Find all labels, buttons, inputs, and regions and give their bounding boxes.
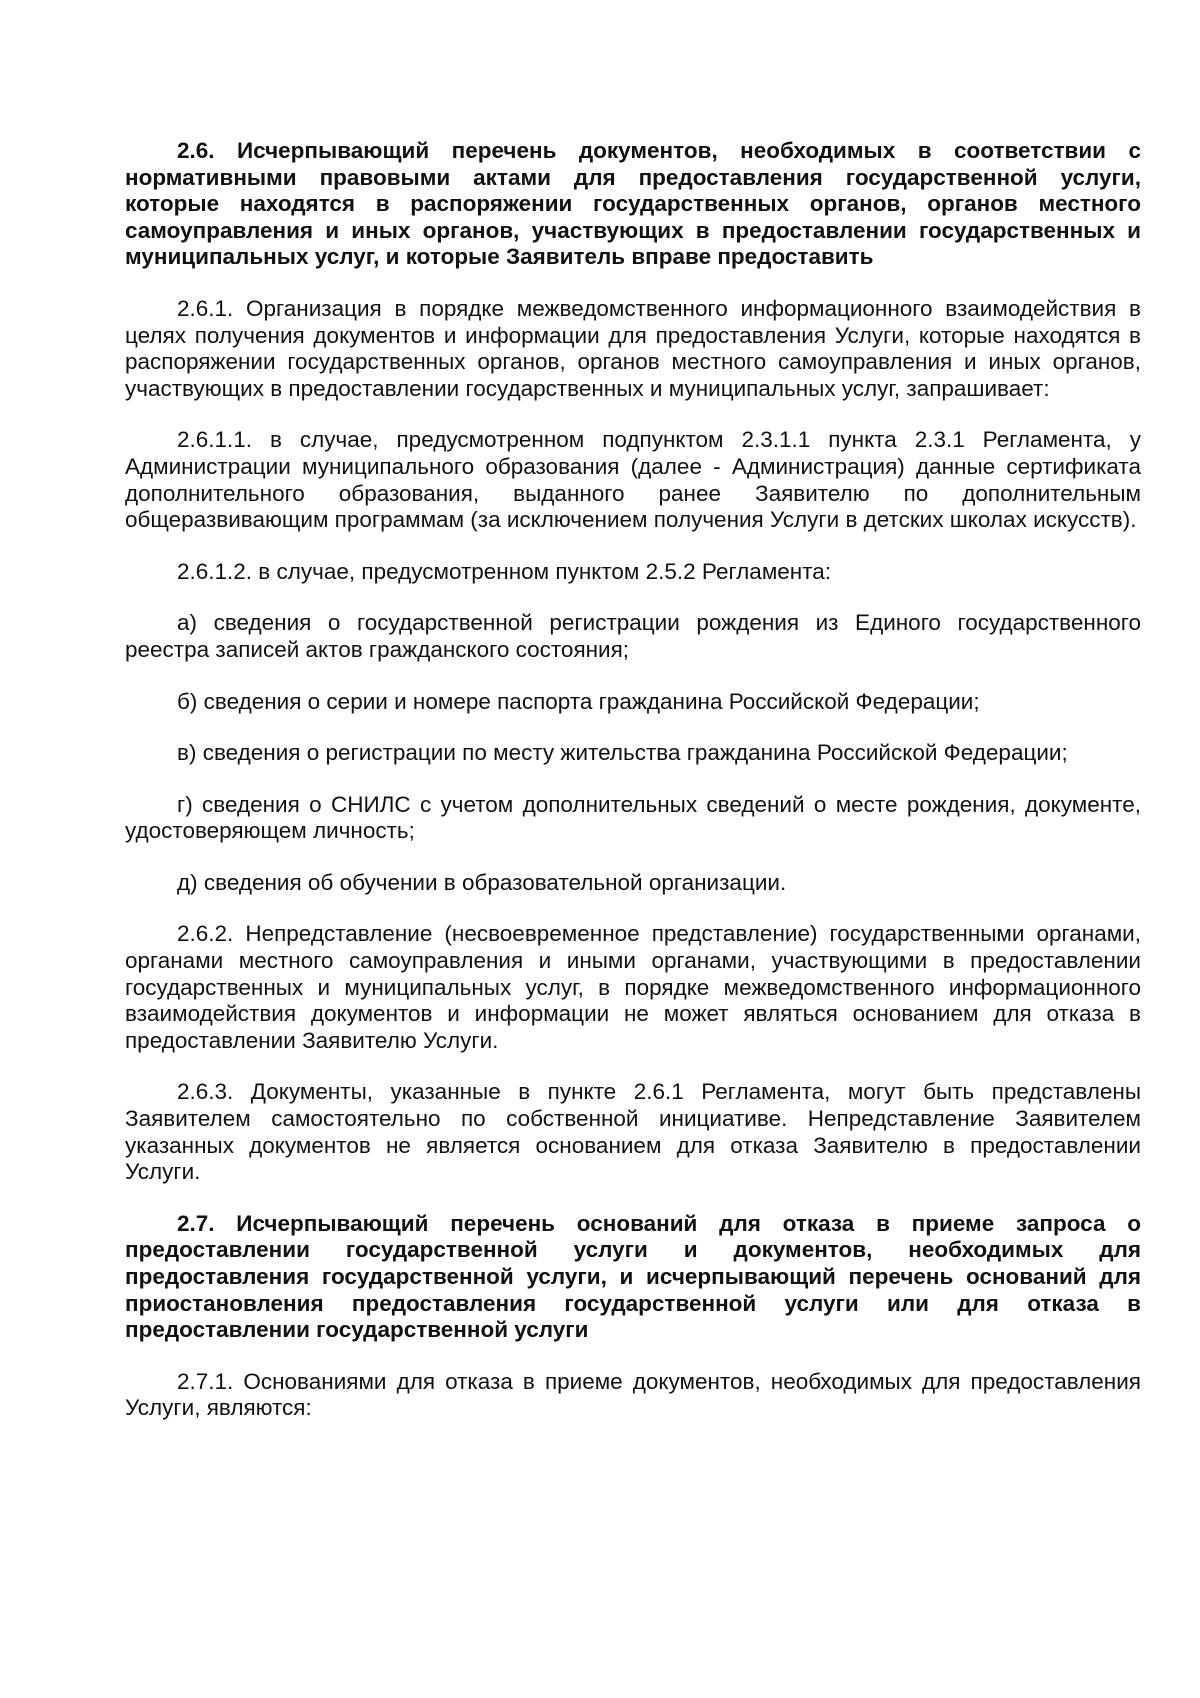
- paragraph-2-6-1: 2.6.1. Организация в порядке межведомственного информационного взаимодействия в целях получения документов и информации для предоставления Услуги, которые находятся в распоряжении государственных органов, органов местного самоуправления и иных органов, участвующих в предоставлении государственных и муниципальных услуг, запрашивает:: [125, 295, 1141, 401]
- paragraph-2-6-3: 2.6.3. Документы, указанные в пункте 2.6.1 Регламента, могут быть представлены Заявителем самостоятельно по собственной инициативе. Непредставление Заявителем указанных документов не является основанием для отказа Заявителю в предоставлении Услуги.: [125, 1079, 1141, 1185]
- section-heading-2-6: 2.6. Исчерпывающий перечень документов, необходимых в соответствии с нормативными правовыми актами для предоставления государственной услуги, которые находятся в распоряжении государственных органов, органов местного самоуправления и иных органов, участвующих в предоставлении государственных и муниципальных услуг, и которые Заявитель вправе предоставить: [125, 138, 1141, 270]
- paragraph-2-6-2: 2.6.2. Непредставление (несвоевременное представление) государственными органами, органами местного самоуправления и иными органами, участвующими в предоставлении государственных и муниципальных услуг, в порядке межведомственного информационного взаимодействия документов и информации не может являться основанием для отказа в предоставлении Заявителю Услуги.: [125, 921, 1141, 1053]
- list-item-g: г) сведения о СНИЛС с учетом дополнительных сведений о месте рождения, документе, удостоверяющем личность;: [125, 791, 1141, 844]
- paragraph-2-7-1: 2.7.1. Основаниями для отказа в приеме документов, необходимых для предоставления Услуги, являются:: [125, 1368, 1141, 1421]
- document-body: [125, 138, 1141, 1447]
- section-heading-2-7: 2.7. Исчерпывающий перечень оснований для отказа в приеме запроса о предоставлении государственной услуги и документов, необходимых для предоставления государственной услуги, и исчерпывающий перечень оснований для приостановления предоставления государственной услуги или для отказа в предоставлении государственной услуги: [125, 1210, 1141, 1343]
- paragraph-2-6-1-1: 2.6.1.1. в случае, предусмотренном подпунктом 2.3.1.1 пункта 2.3.1 Регламента, у Администрации муниципального образования (далее - Администрация) данные сертификата дополнительного образования, выданного ранее Заявителю по дополнительным общеразвивающим программам (за исключением получения Услуги в детских школах искусств).: [125, 427, 1141, 533]
- list-item-b: б) сведения о серии и номере паспорта гражданина Российской Федерации;: [177, 688, 980, 714]
- paragraph-2-6-1-2: 2.6.1.2. в случае, предусмотренном пунктом 2.5.2 Регламента:: [177, 558, 832, 584]
- list-item-a: а) сведения о государственной регистрации рождения из Единого государственного реестра записей актов гражданского состояния;: [125, 610, 1141, 662]
- list-item-v: в) сведения о регистрации по месту жительства гражданина Российской Федерации;: [177, 740, 1068, 766]
- list-item-d: д) сведения об обучении в образовательной организации.: [177, 869, 787, 895]
